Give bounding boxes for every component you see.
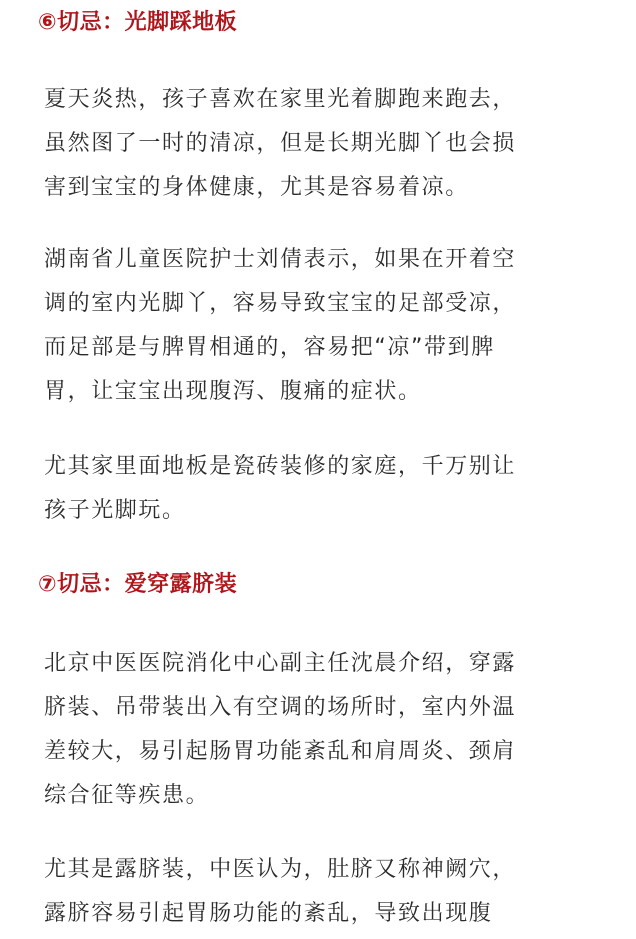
- paragraph: [44, 238, 516, 414]
- text-line: 夏天炎热，孩子喜欢在家里光着脚跑来跑去，: [44, 87, 517, 112]
- text-line: 脐装、吊带装出入有空调的场所时，室内外温: [44, 695, 517, 720]
- section-heading-7: ⑦切忌：爱穿露脐装: [38, 572, 238, 597]
- text-line: 湖南省儿童医院护士刘倩表示，如果在开着空: [44, 247, 517, 272]
- text-line: 差较大，易引起肠胃功能紊乱和肩周炎、颈肩: [44, 739, 517, 764]
- text-line: 露脐容易引起胃肠功能的紊乱，导致出现腹: [44, 901, 493, 926]
- text-line: 调的室内光脚丫，容易导致宝宝的足部受凉，: [44, 291, 517, 316]
- text-line: 尤其家里面地板是瓷砖装修的家庭，千万别让: [44, 454, 517, 479]
- paragraph: [44, 445, 516, 533]
- text-line: 孩子光脚玩。: [44, 498, 186, 523]
- paragraph: [44, 642, 516, 818]
- text-line: 害到宝宝的身体健康，尤其是容易着凉。: [44, 175, 469, 200]
- text-line: 综合征等疾患。: [44, 783, 210, 808]
- text-line: 胃，让宝宝出现腹泻、腹痛的症状。: [44, 379, 422, 404]
- paragraph: [44, 78, 516, 210]
- text-line: 北京中医医院消化中心副主任沈晨介绍，穿露: [44, 651, 517, 676]
- paragraph: [44, 848, 516, 936]
- text-line: 虽然图了一时的清凉，但是长期光脚丫也会损: [44, 131, 517, 156]
- text-line: 尤其是露脐装，中医认为，肚脐又称神阙穴，: [44, 857, 517, 882]
- section-heading-6: ⑥切忌：光脚踩地板: [38, 10, 238, 35]
- text-line: 而足部是与脾胃相通的，容易把“凉”带到脾: [44, 335, 495, 360]
